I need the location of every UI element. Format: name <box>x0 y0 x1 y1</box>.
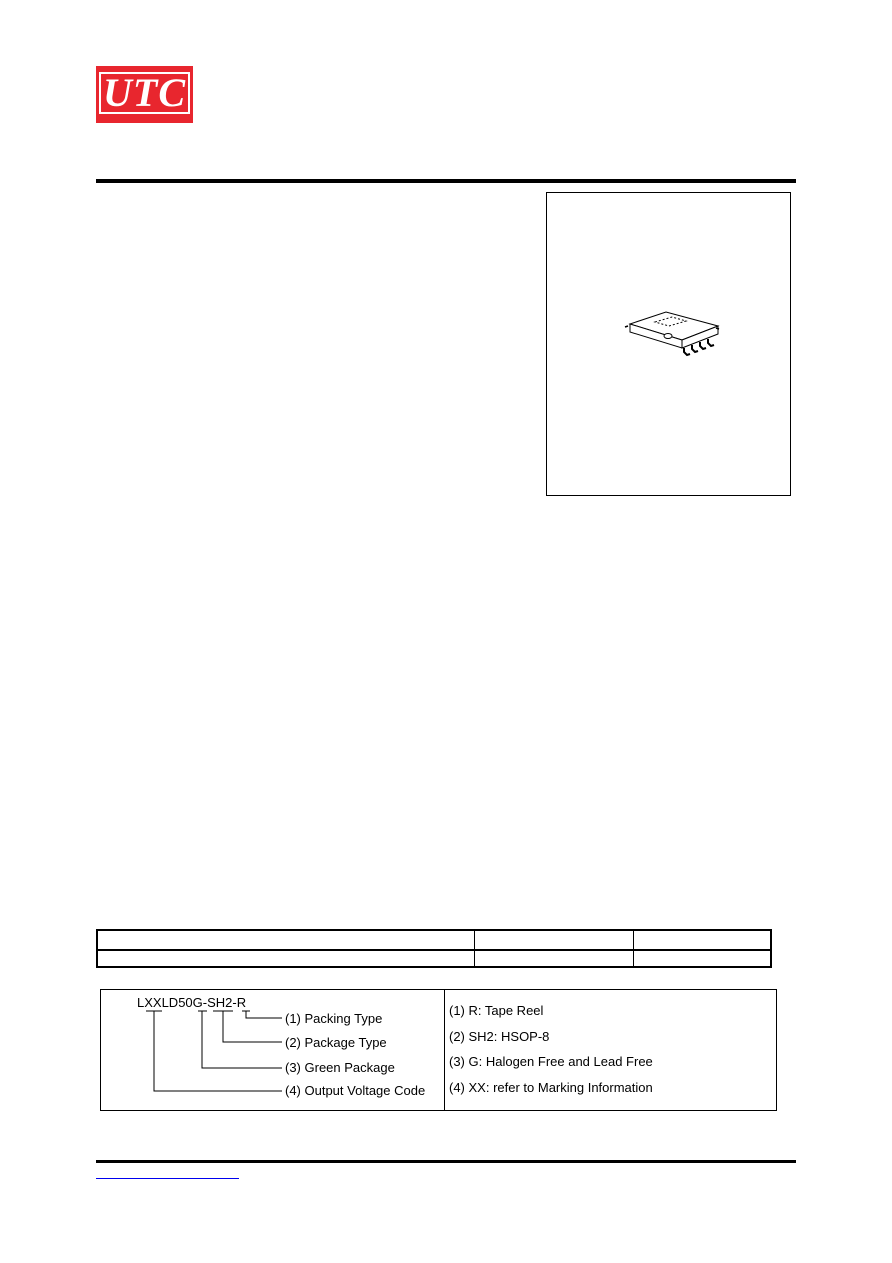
green-package-label: (3) Green Package <box>285 1060 395 1075</box>
package-image-box <box>546 192 791 496</box>
code-segment: XX <box>144 995 162 1010</box>
table-column-divider <box>474 931 475 966</box>
code-segment: G <box>192 995 203 1010</box>
code-segment: - <box>202 995 208 1010</box>
utc-logo <box>96 66 193 123</box>
code-segment: SH2 <box>207 995 233 1010</box>
packing-type-description: (1) R: Tape Reel <box>449 1003 544 1018</box>
packing-type-label: (1) Packing Type <box>285 1011 383 1026</box>
code-segment: - <box>232 995 237 1010</box>
table-column-divider <box>633 931 634 966</box>
code-segment: L <box>137 995 145 1010</box>
package-type-description: (2) SH2: HSOP-8 <box>449 1029 550 1044</box>
green-package-description: (3) G: Halogen Free and Lead Free <box>449 1054 653 1069</box>
output-voltage-code-label: (4) Output Voltage Code <box>285 1083 426 1098</box>
ordering-table <box>96 929 772 968</box>
part-number-divider <box>444 990 445 1110</box>
hsop8-package-icon <box>622 308 722 368</box>
table-row-divider <box>98 949 770 951</box>
footer-rule <box>96 1160 796 1163</box>
footer-link[interactable] <box>96 1178 239 1179</box>
logo-text: UTC <box>103 70 186 115</box>
code-segment: LD50 <box>161 995 193 1010</box>
code-segment: R <box>236 995 247 1010</box>
package-type-label: (2) Package Type <box>285 1035 387 1050</box>
voltage-code-description: (4) XX: refer to Marking Information <box>449 1080 653 1095</box>
part-number-box <box>100 989 777 1111</box>
header-rule <box>96 179 796 183</box>
